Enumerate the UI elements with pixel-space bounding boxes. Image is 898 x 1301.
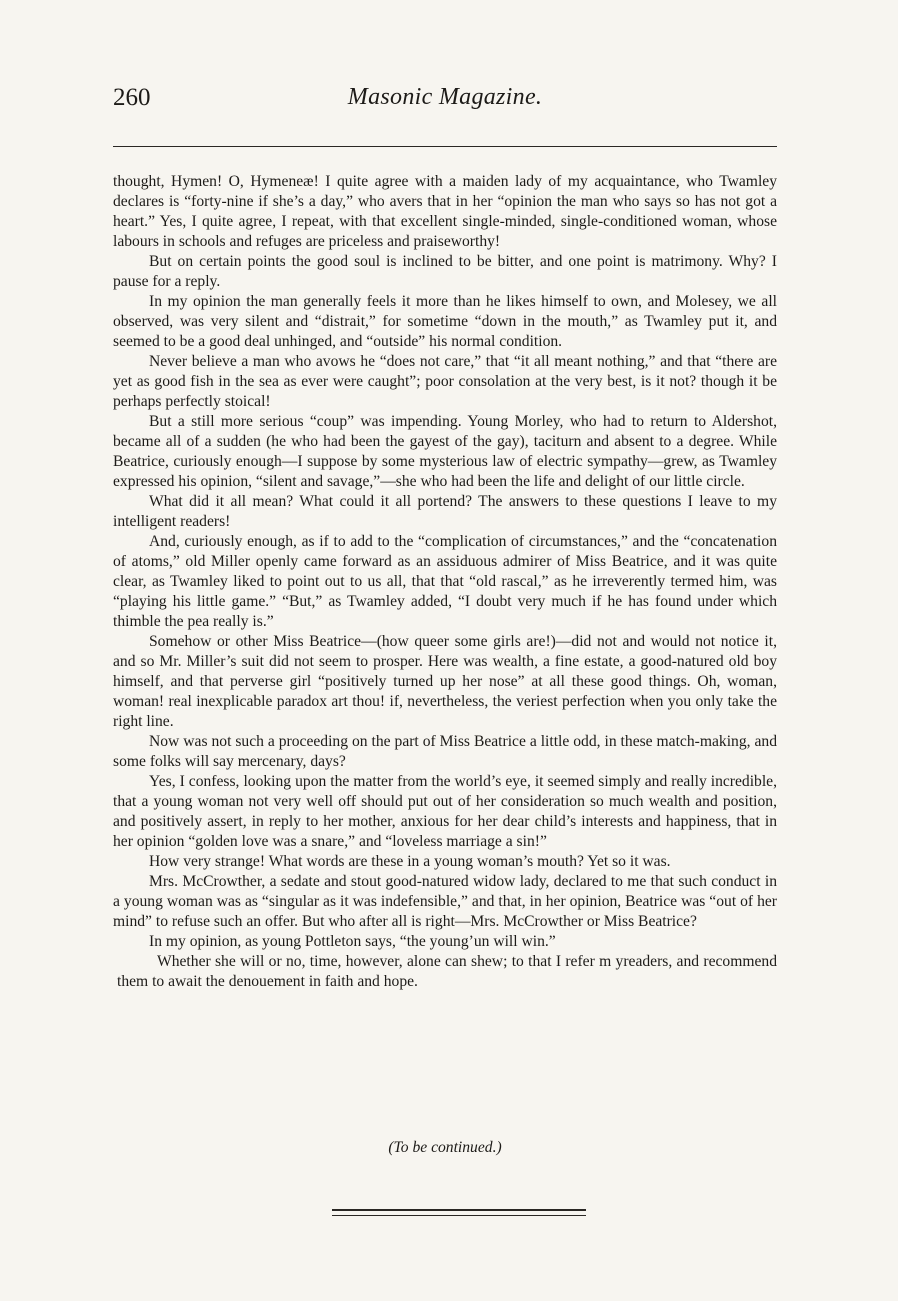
header-rule [113,146,777,147]
end-rule-thick [332,1209,586,1211]
paragraph: Now was not such a proceeding on the part of Miss Beatrice a little odd, in these match-making, and some folks will say mercenary, days? [113,733,777,770]
running-title: Masonic Magazine. [347,84,543,110]
to-be-continued: (To be continued.) [388,1139,502,1156]
article-body [113,172,777,992]
paragraph: Yes, I confess, looking upon the matter from the world’s eye, it seemed simply and really incredible, that a young woman not very well off should put out of her consideration so much wealth and position, and positively assert, in reply to her mother, anxious for her dear child’s interests and happiness, that in her opinion “golden love was a snare,” and “loveless marriage a sin!” [113,773,777,850]
page-number: 260 [113,84,151,111]
paragraph: What did it all mean? What could it all portend? The answers to these questions I leave to my intelligent readers! [113,493,777,530]
paragraph: Never believe a man who avows he “does not care,” that “it all meant nothing,” and that “there are yet as good fish in the sea as ever were caught”; poor consolation at the very best, is it not? though it be perhaps perfectly stoical! [113,353,777,410]
paragraph: But on certain points the good soul is inclined to be bitter, and one point is matrimony. Why? I pause for a reply. [113,253,777,290]
paragraph: In my opinion the man generally feels it more than he likes himself to own, and Molesey, we all observed, was very silent and “distrait,” for sometime “down in the mouth,” as Twamley put it, and seemed to be a good deal unhinged, and “outside” his normal condition. [113,293,777,350]
paragraph: thought, Hymen! O, Hymeneæ! I quite agree with a maiden lady of my acquaintance, who Twamley declares is “forty-nine if she’s a day,” who avers that in her “opinion the man who says so has not got a heart.” Yes, I quite agree, I repeat, with that excellent single-minded, single-conditioned woman, whose labours in schools and refuges are priceless and praiseworthy! [113,173,777,250]
paragraph: And, curiously enough, as if to add to the “complication of circumstances,” and the “concatenation of atoms,” old Miller openly came forward as an assiduous admirer of Miss Beatrice, and it was quite clear, as Twamley liked to point out to us all, that that “old rascal,” as he irreverently termed him, was “playing his little game.” “But,” as Twamley added, “I doubt very much if he has found under which thimble the pea really is.” [113,533,777,630]
paragraph: In my opinion, as young Pottleton says, “the young’un will win.” [149,933,556,950]
paragraph: Somehow or other Miss Beatrice—(how queer some girls are!)—did not and would not notice it, and so Mr. Miller’s suit did not seem to prosper. Here was wealth, a fine estate, a good-natured old boy himself, and that perverse girl “positively turned up her nose” at all these good things. Oh, woman, woman! real inexplicable paradox art thou! if, nevertheless, the veriest perfection when you only take the right line. [113,633,777,730]
page-header [113,84,777,124]
end-rule-thin [332,1215,586,1216]
paragraph: Whether she will or no, time, however, alone can shew; to that I refer m yreaders, and recommend them to await the denouement in faith and hope. [117,953,777,990]
paragraph: Mrs. McCrowther, a sedate and stout good-natured widow lady, declared to me that such conduct in a young woman was as “singular as it was indefensible,” and that, in her opinion, Beatrice was “out of her mind” to refuse such an offer. But who after all is right—Mrs. McCrowther or Miss Beatrice? [113,873,777,930]
paragraph: How very strange! What words are these in a young woman’s mouth? Yet so it was. [149,853,671,870]
paragraph: But a still more serious “coup” was impending. Young Morley, who had to return to Aldershot, became all of a sudden (he who had been the gayest of the gay), taciturn and absent to a degree. While Beatrice, curiously enough—I suppose by some mysterious law of electric sympathy—grew, as Twamley expressed his opinion, “silent and savage,”—she who had been the life and delight of our little circle. [113,413,777,490]
